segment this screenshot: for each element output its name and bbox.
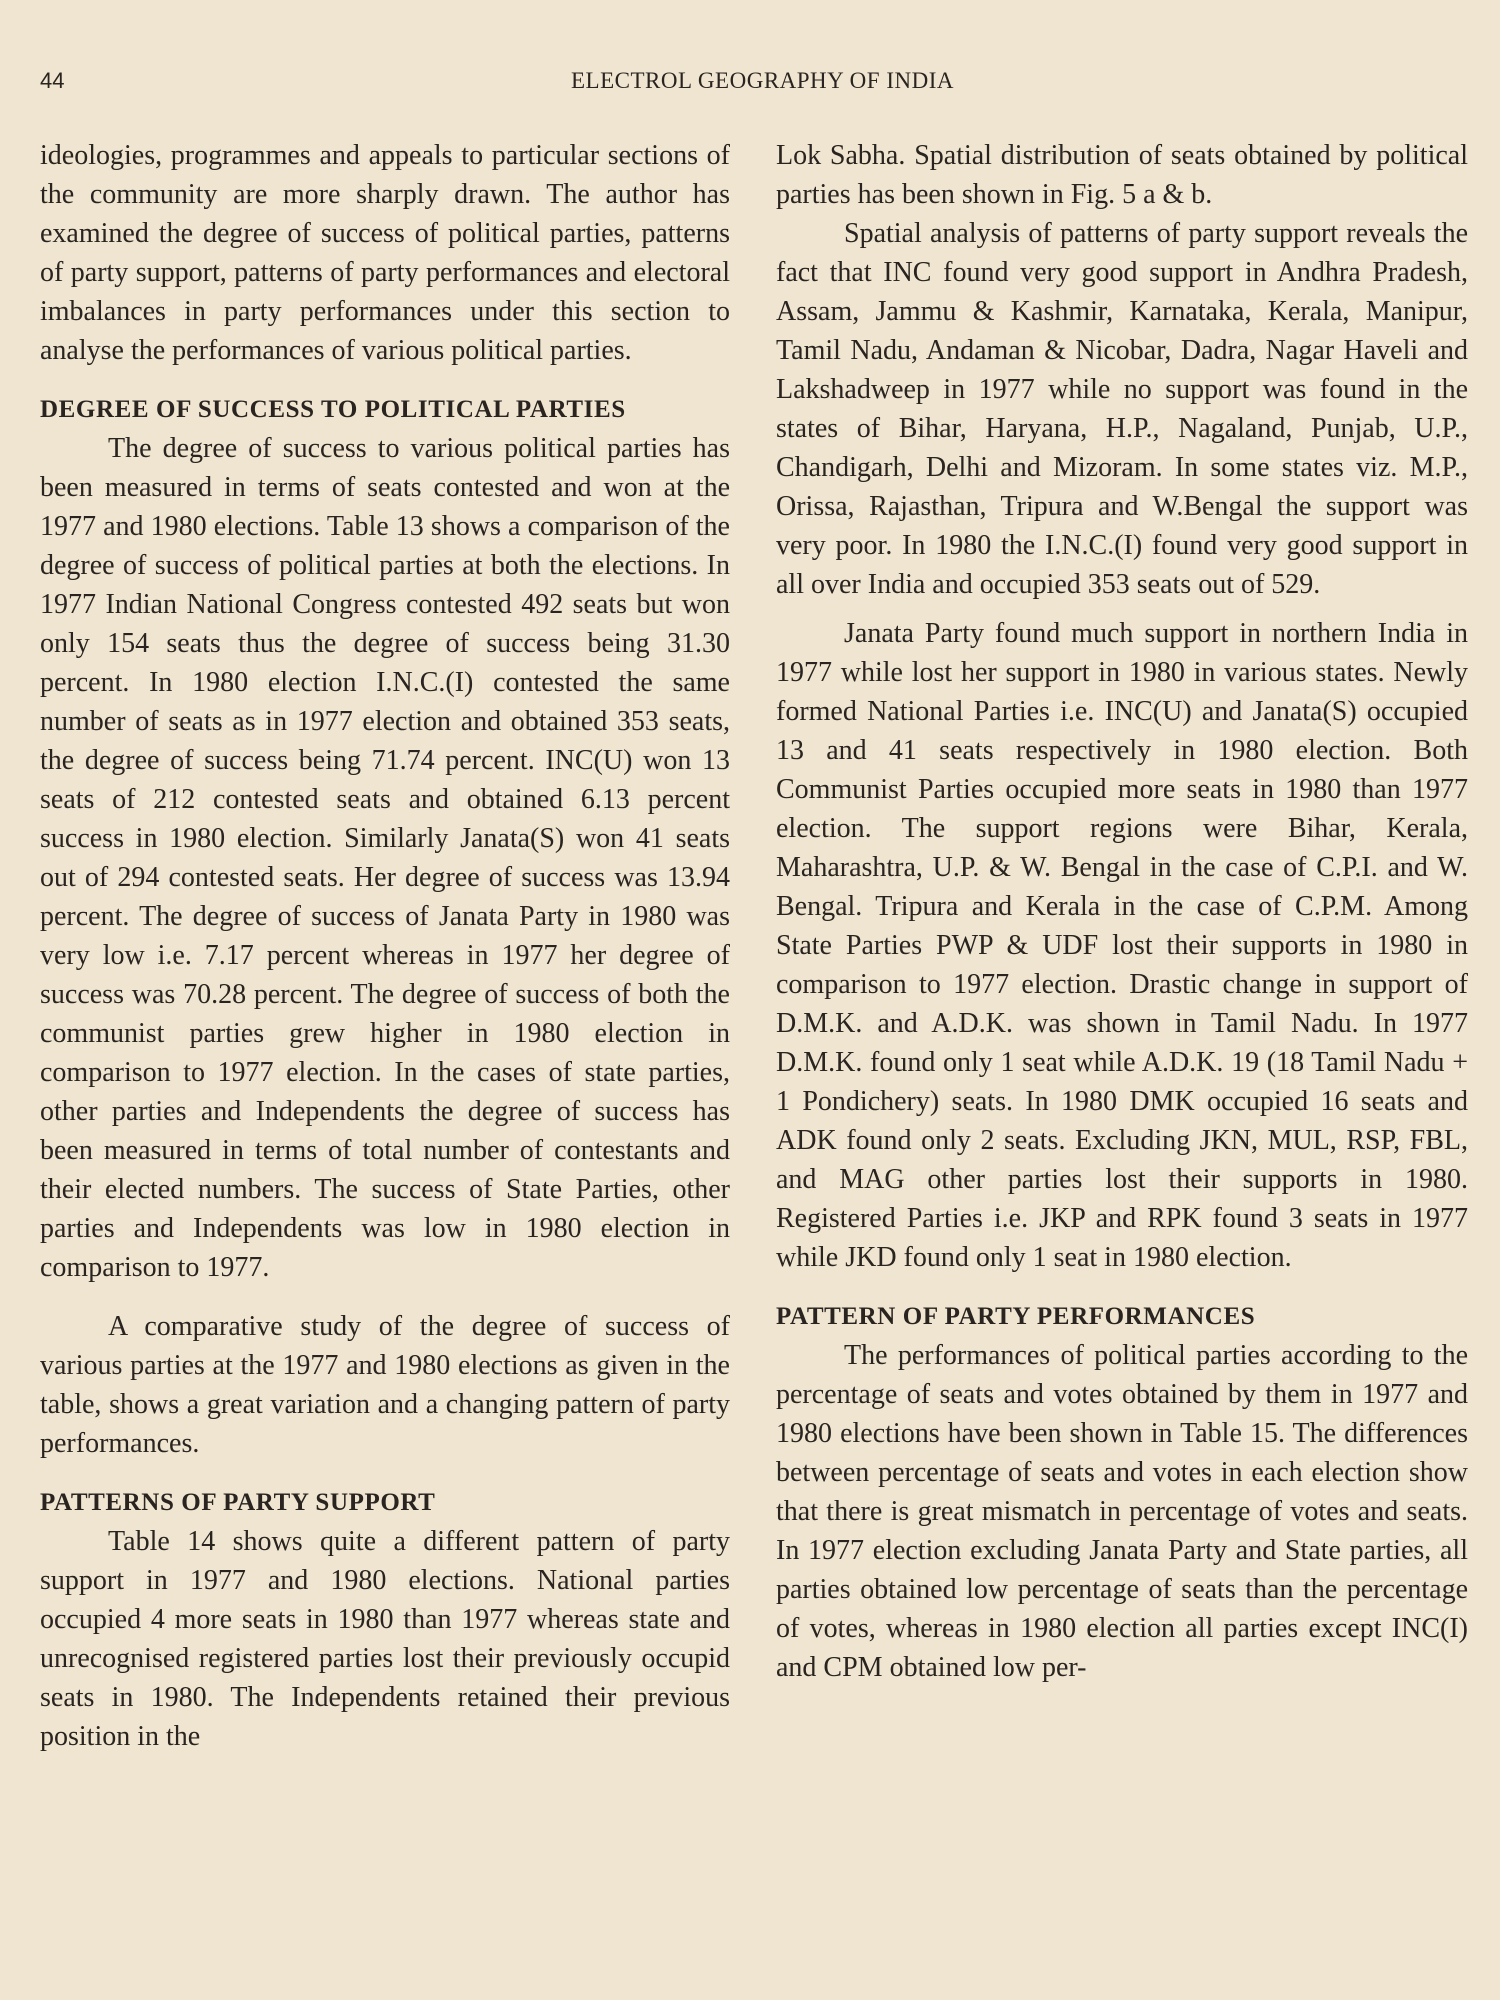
right-paragraph-3: Janata Party found much support in northern India in 1977 while lost her support in 1980 in various states. Newly formed National Parties i.e. INC(U) and Janata(S) occupied 13 and 41 seats respectively in 1980 election. Both Communist Parties occupied more seats in 1980 than 1977 election. The support regions were Bihar, Kerala, Maharashtra, U.P. & W. Bengal in the case of C.P.I. and W. Bengal. Tripura and Kerala in the case of C.P.M. Among State Parties PWP & UDF lost their supports in 1980 in comparison to 1977 election. Drastic change in support of D.M.K. and A.D.K. was shown in Tamil Nadu. In 1977 D.M.K. found only 1 seat while A.D.K. 19 (18 Tamil Nadu + 1 Pondichery) seats. In 1980 DMK occupied 16 seats and ADK found only 2 seats. Excluding JKN, MUL, RSP, FBL, and MAG other parties lost their supports in 1980. Registered Parties i.e. JKP and RPK found 3 seats in 1977 while JKD found only 1 seat in 1980 election. — [776, 618, 1468, 1273]
right-paragraph-1: Lok Sabha. Spatial distribution of seats obtained by political parties has been shown in Fig. 5 a & b. — [776, 140, 1468, 210]
left-column — [40, 136, 730, 1966]
left-paragraph-2: The degree of success to various political parties has been measured in terms of seats contested and won at the 1977 and 1980 elections. Table 13 shows a comparison of the degree of success of political parties at both the elections. In 1977 Indian National Congress contested 492 seats but won only 154 seats thus the degree of success being 31.30 percent. In 1980 election I.N.C.(I) contested the same number of seats as in 1977 election and obtained 353 seats, the degree of success being 71.74 percent. INC(U) won 13 seats of 212 contested seats and obtained 6.13 percent success in 1980 election. Similarly Janata(S) won 41 seats out of 294 contested seats. Her degree of success was 13.94 percent. The degree of success of Janata Party in 1980 was very low i.e. 7.17 percent whereas in 1977 her degree of success was 70.28 percent. The degree of success of both the communist parties grew higher in 1980 election in comparison to 1977 election. In the cases of state parties, other parties and Independents the degree of success has been measured in terms of total number of contestants and their elected numbers. The success of State Parties, other parties and Independents was low in 1980 election in comparison to 1977. — [40, 433, 730, 1283]
heading-degree-of-success: DEGREE OF SUCCESS TO POLITICAL PARTIES — [40, 396, 626, 423]
left-paragraph-4: Table 14 shows quite a different pattern of party support in 1977 and 1980 elections. National parties occupied 4 more seats in 1980 than 1977 whereas state and unrecognised registered parties lost their previously occupid seats in 1980. The Independents retained their previous position in the — [40, 1526, 730, 1752]
right-paragraph-4: The performances of political parties according to the percentage of seats and votes obtained by them in 1977 and 1980 elections have been shown in Table 15. The differences between percentage of seats and votes in each election show that there is great mismatch in percentage of votes and seats. In 1977 election excluding Janata Party and State parties, all parties obtained low percentage of seats than the percentage of votes, whereas in 1980 election all parties except INC(I) and CPM obtained low per- — [776, 1340, 1468, 1683]
left-paragraph-1: ideologies, programmes and appeals to particular sections of the community are more sharply drawn. The author has examined the degree of success of political parties, patterns of party support, patterns of party performances and electoral imbalances in party performances under this section to analyse the performances of various political parties. — [40, 140, 730, 366]
right-column — [776, 136, 1468, 1966]
running-head — [0, 68, 1500, 102]
left-paragraph-3: A comparative study of the degree of success of various parties at the 1977 and 1980 elections as given in the table, shows a great variation and a changing pattern of party performances. — [40, 1311, 730, 1459]
running-title: ELECTROL GEOGRAPHY OF INDIA — [571, 68, 954, 93]
right-paragraph-2: Spatial analysis of patterns of party support reveals the fact that INC found very good support in Andhra Pradesh, Assam, Jammu & Kashmir, Karnataka, Kerala, Manipur, Tamil Nadu, Andaman & Nicobar, Dadra, Nagar Haveli and Lakshadweep in 1977 while no support was found in the states of Bihar, Haryana, H.P., Nagaland, Punjab, U.P., Chandigarh, Delhi and Mizoram. In some states viz. M.P., Orissa, Rajasthan, Tripura and W.Bengal the support was very poor. In 1980 the I.N.C.(I) found very good support in all over India and occupied 353 seats out of 529. — [776, 218, 1468, 600]
heading-patterns-of-party-support: PATTERNS OF PARTY SUPPORT — [40, 1489, 436, 1516]
heading-pattern-of-party-performances: PATTERN OF PARTY PERFORMANCES — [776, 1303, 1256, 1330]
page-number: 44 — [40, 68, 65, 93]
